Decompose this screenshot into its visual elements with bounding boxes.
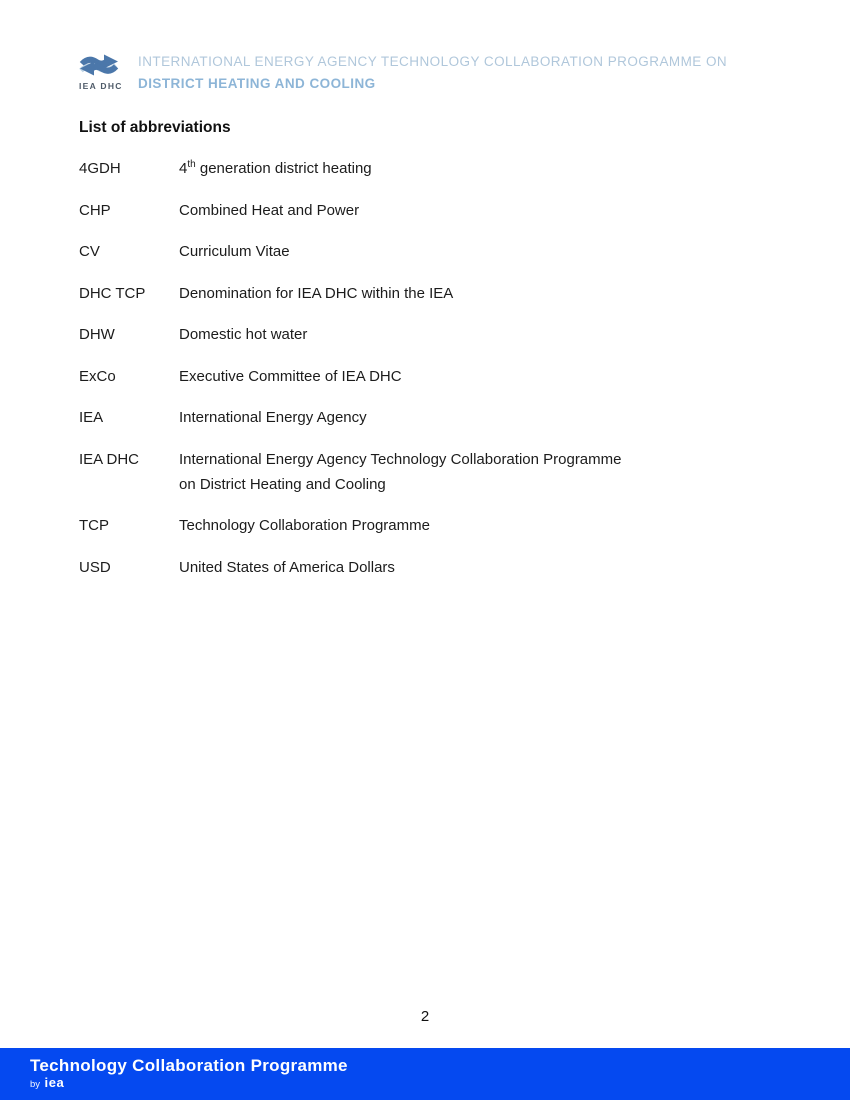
- def-line2: on District Heating and Cooling: [179, 475, 386, 493]
- abbr-term: DHW: [79, 326, 115, 343]
- waves-arrows-icon: [79, 50, 119, 80]
- list-item: [79, 239, 739, 264]
- abbr-term: IEA: [79, 409, 104, 426]
- list-item: [79, 364, 739, 389]
- def-line1: International Energy Agency Technology Collaboration Programme: [179, 450, 622, 468]
- abbr-definition: [179, 447, 739, 497]
- def-prefix: 4: [179, 160, 188, 177]
- abbreviation-list: [79, 156, 739, 596]
- abbr-definition: United States of America Dollars: [179, 558, 395, 576]
- abbr-term: USD: [79, 558, 111, 576]
- abbr-term: IEA DHC: [79, 450, 140, 468]
- page-number: 2: [420, 1008, 430, 1025]
- list-item: [79, 198, 739, 223]
- footer-bar: [0, 1048, 850, 1100]
- abbr-definition: [179, 156, 739, 181]
- page-title: List of abbreviations: [79, 119, 231, 136]
- masthead-line2: DISTRICT HEATING AND COOLING: [138, 76, 376, 91]
- abbr-definition: International Energy Agency: [179, 409, 367, 426]
- list-item: [79, 447, 739, 497]
- logo-wordmark: IEA DHC: [79, 81, 123, 91]
- def-suffix: generation district heating: [195, 160, 372, 177]
- abbr-term: CV: [79, 243, 100, 260]
- def-superscript: th: [187, 159, 196, 170]
- masthead-line1: INTERNATIONAL ENERGY AGENCY TECHNOLOGY COLLABORATION PROGRAMME ON: [138, 54, 728, 69]
- abbr-definition: Combined Heat and Power: [179, 201, 360, 219]
- abbr-term: DHC TCP: [79, 284, 146, 302]
- iea-brand-wordmark: iea: [44, 1075, 65, 1090]
- abbr-definition: Executive Committee of IEA DHC: [179, 367, 402, 385]
- abbr-term: ExCo: [79, 367, 116, 385]
- list-item: [79, 281, 739, 306]
- masthead: [138, 51, 727, 95]
- list-item: [79, 156, 739, 181]
- iea-dhc-logo: [79, 50, 123, 91]
- footer-by-label: by: [30, 1079, 41, 1090]
- footer-byline: [30, 1077, 850, 1091]
- abbr-definition: Technology Collaboration Programme: [179, 517, 430, 534]
- abbr-term: CHP: [79, 201, 111, 219]
- list-item: [79, 405, 739, 430]
- list-item: [79, 322, 739, 347]
- abbr-definition: Curriculum Vitae: [179, 243, 290, 260]
- abbr-term: 4GDH: [79, 160, 121, 177]
- abbr-term: TCP: [79, 517, 109, 534]
- abbr-definition: Domestic hot water: [179, 326, 308, 343]
- abbr-definition: Denomination for IEA DHC within the IEA: [179, 284, 454, 302]
- list-item: [79, 555, 739, 580]
- list-item: [79, 513, 739, 538]
- footer-title: Technology Collaboration Programme: [30, 1056, 348, 1075]
